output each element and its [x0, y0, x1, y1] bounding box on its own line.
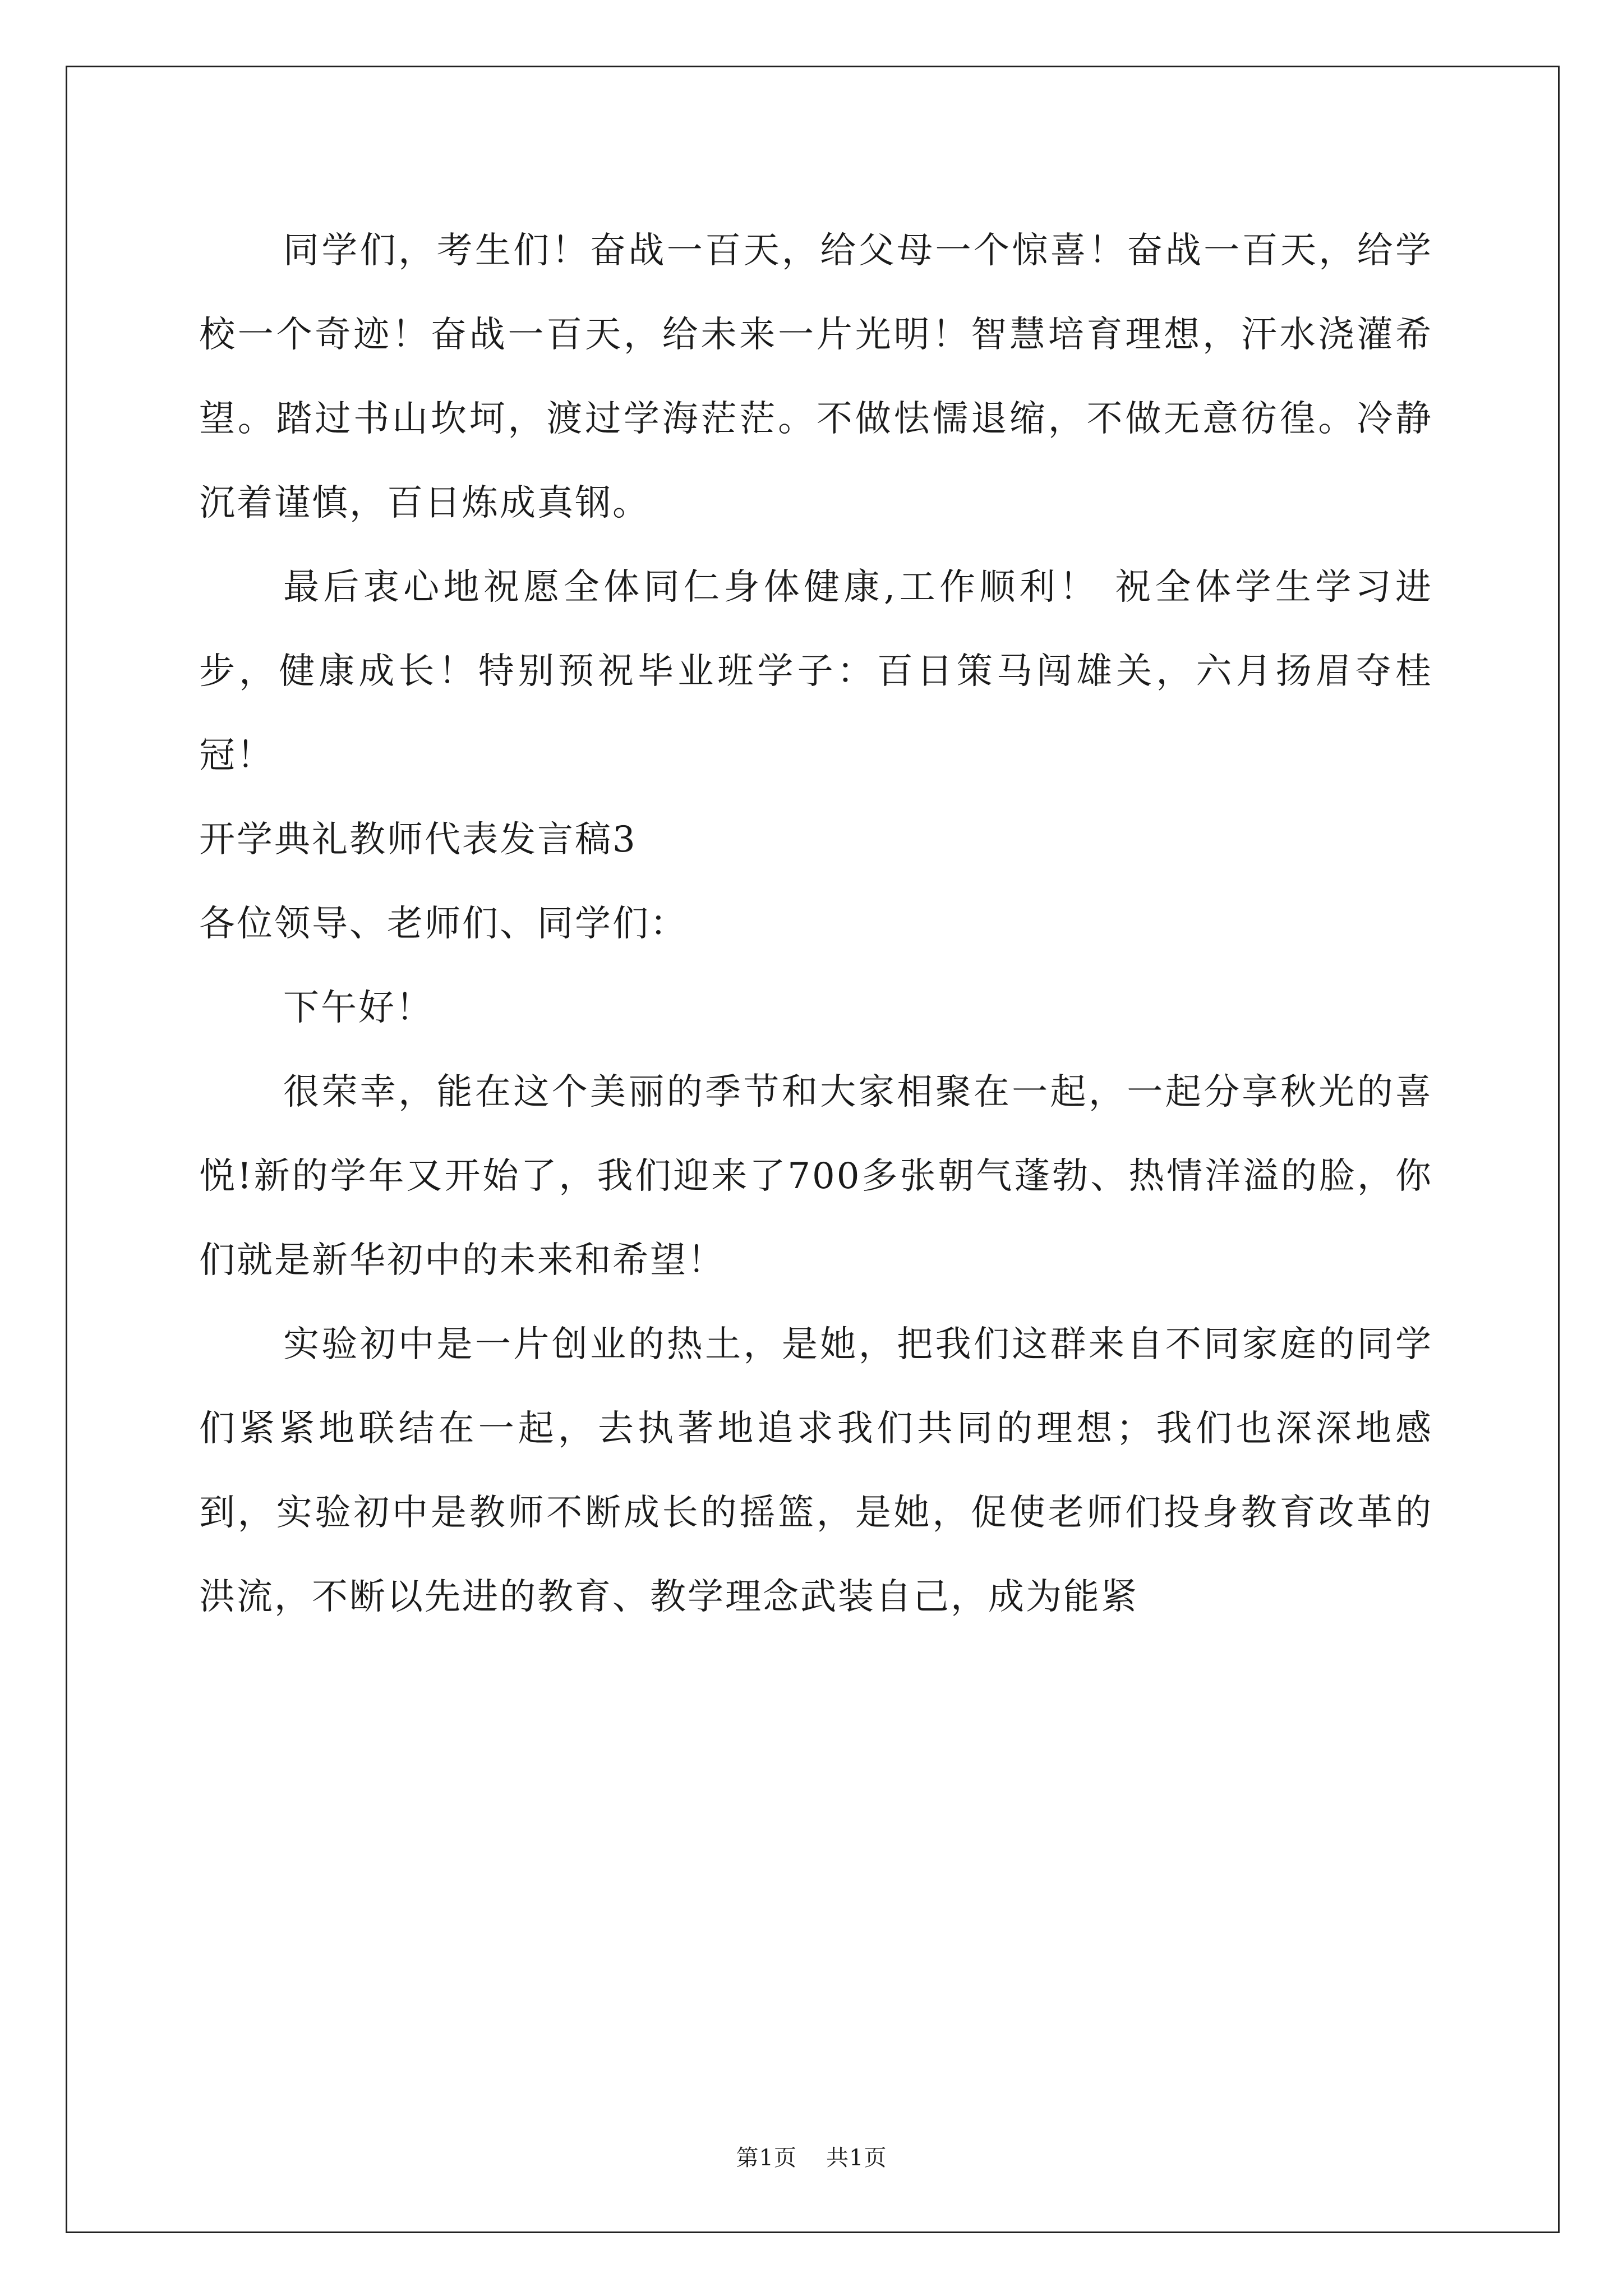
page-number: 第1页	[736, 2145, 797, 2171]
greeting: 下午好！	[283, 987, 434, 1029]
paragraph: 同学们，考生们！奋战一百天，给父母一个惊喜！奋战一百天，给学校一个奇迹！奋战一百天，给未来一片光明！智慧培育理想，汗水浇灌希望。踏过书山坎坷，渡过学海茫茫。不做怯懦退缩，不做无意彷徨。冷静沉着谨慎，百日炼成真钢。	[199, 230, 1433, 524]
paragraph: 最后衷心地祝愿全体同仁身体健康,工作顺利！ 祝全体学生学习进步，健康成长！特别预祝毕业班学子：百日策马闯雄关，六月扬眉夺桂冠！	[199, 567, 1433, 776]
page-footer	[0, 2140, 1623, 2172]
section-title: 开学典礼教师代表发言稿3	[199, 819, 637, 861]
paragraph: 很荣幸，能在这个美丽的季节和大家相聚在一起，一起分享秋光的喜悦!新的学年又开始了，我们迎来了700多张朝气蓬勃、热情洋溢的脸，你们就是新华初中的未来和希望！	[199, 1071, 1433, 1281]
document-body	[199, 209, 1433, 1639]
page-total: 共1页	[826, 2145, 887, 2171]
paragraph: 实验初中是一片创业的热土，是她，把我们这群来自不同家庭的同学们紧紧地联结在一起，去执著地追求我们共同的理想；我们也深深地感到，实验初中是教师不断成长的摇篮，是她，促使老师们投身教育改革的洪流，不断以先进的教育、教学理念武装自己，成为能紧	[199, 1324, 1433, 1618]
salutation: 各位领导、老师们、同学们：	[199, 903, 688, 945]
